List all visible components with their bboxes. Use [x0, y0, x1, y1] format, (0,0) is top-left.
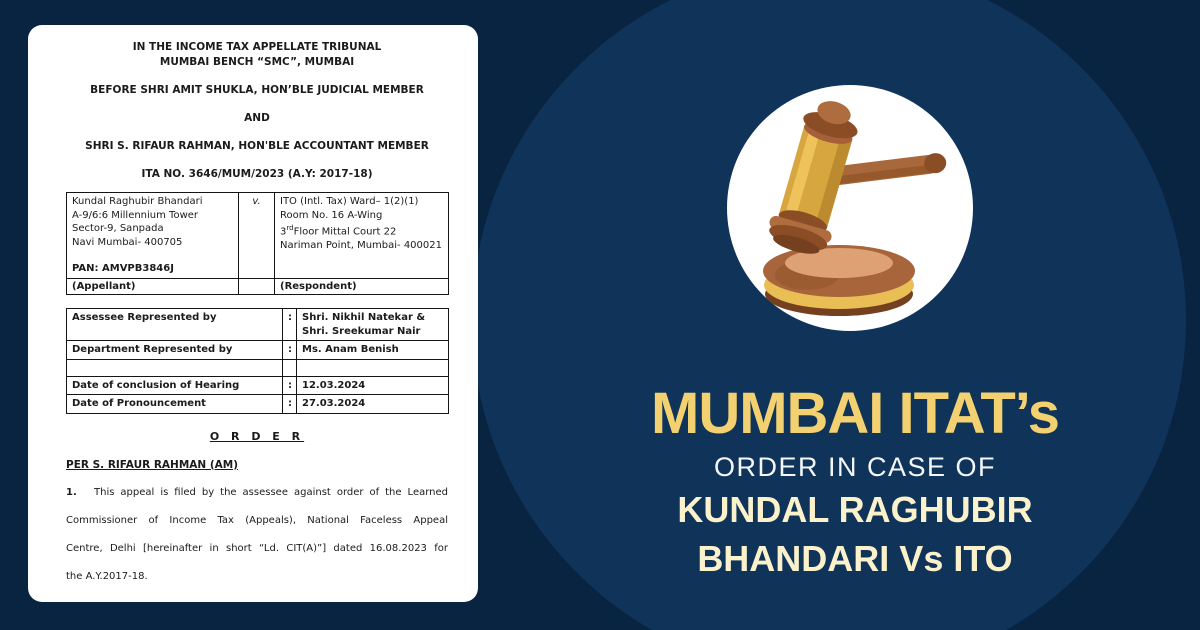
paragraph-line: the A.Y.2017-18.: [66, 570, 148, 582]
appellant-name: Kundal Raghubir Bhandari: [72, 196, 203, 207]
versus-cell: v.: [239, 193, 275, 279]
rep-colon: :: [283, 395, 297, 414]
banner-title: MUMBAI ITAT’s: [651, 381, 1059, 446]
and-separator: AND: [244, 112, 270, 124]
empty-cell: [239, 278, 275, 295]
table-row-empty: [67, 359, 449, 376]
judicial-member-line: BEFORE SHRI AMIT SHUKLA, HON’BLE JUDICIAL MEMBER: [90, 84, 424, 96]
table-row: [67, 309, 449, 341]
document-panel: [28, 25, 478, 602]
rep-value: 12.03.2024: [297, 376, 449, 395]
paragraph-line: Centre, Delhi [hereinafter in short “Ld. CIT(A)”] dated 16.08.2023 for: [66, 542, 448, 554]
paragraph-line: This appeal is filed by the assessee against order of the Learned: [94, 486, 448, 498]
appellant-cell: [67, 193, 239, 279]
spacer: [72, 249, 233, 262]
rep-colon: :: [283, 376, 297, 395]
respondent-line-2: Room No. 16 A-Wing: [280, 209, 383, 221]
appellant-pan: PAN: AMVPB3846J: [72, 263, 174, 274]
respondent-label: (Respondent): [275, 278, 449, 295]
order-paragraph: [66, 479, 448, 591]
banner-subtitle: ORDER IN CASE OF: [713, 452, 997, 482]
gavel-icon: [727, 85, 973, 331]
representation-table: [66, 308, 449, 414]
case-number: ITA NO. 3646/MUM/2023 (A.Y: 2017-18): [141, 168, 373, 180]
table-row: [67, 341, 449, 360]
rep-colon: :: [283, 341, 297, 360]
appellant-address-1: A-9/6:6 Millennium Tower: [72, 209, 199, 221]
rep-value: Shri. Nikhil Natekar & Shri. Sreekumar Nair: [297, 309, 449, 341]
banner-case-line-2: BHANDARI Vs ITO: [697, 538, 1013, 579]
appellant-address-2: Sector-9, Sanpada: [72, 223, 164, 234]
gavel-mallet: [764, 93, 948, 260]
parties-table: [66, 192, 449, 295]
banner-case-line-1: KUNDAL RAGHUBIR: [677, 489, 1033, 530]
rep-label: Assessee Represented by: [67, 309, 283, 341]
paragraph-number: 1.: [66, 486, 77, 498]
rep-value: 27.03.2024: [297, 395, 449, 414]
gavel-base: [763, 245, 915, 316]
banner-panel: [480, 0, 1200, 630]
rep-label: Department Represented by: [67, 341, 283, 360]
per-member-line: PER S. RIFAUR RAHMAN (AM): [66, 458, 239, 471]
banner-text-block: [525, 381, 1185, 580]
rep-colon: :: [283, 309, 297, 341]
gavel-badge: [727, 85, 973, 331]
paragraph-line: Commissioner of Income Tax (Appeals), National Faceless Appeal: [66, 514, 448, 526]
table-row: [67, 376, 449, 395]
accountant-member-line: SHRI S. RIFAUR RAHMAN, HON'BLE ACCOUNTANT MEMBER: [85, 140, 429, 152]
table-row: [67, 395, 449, 414]
bench-title: MUMBAI BENCH “SMC”, MUMBAI: [159, 56, 355, 68]
respondent-line-3: 3rdFloor Mittal Court 22: [280, 224, 397, 238]
rep-label: Date of conclusion of Hearing: [67, 376, 283, 395]
order-heading: O R D E R: [209, 429, 305, 443]
respondent-line-4: Nariman Point, Mumbai- 400021: [280, 239, 442, 251]
appellant-label: (Appellant): [67, 278, 239, 295]
respondent-line-1: ITO (Intl. Tax) Ward– 1(2)(1): [280, 196, 419, 207]
rep-label: Date of Pronouncement: [67, 395, 283, 414]
respondent-cell: [275, 193, 449, 279]
appellant-address-3: Navi Mumbai- 400705: [72, 236, 183, 248]
tribunal-title: IN THE INCOME TAX APPELLATE TRIBUNAL: [132, 41, 382, 53]
rep-value: Ms. Anam Benish: [297, 341, 449, 360]
ordinal-superscript: rd: [286, 224, 294, 232]
